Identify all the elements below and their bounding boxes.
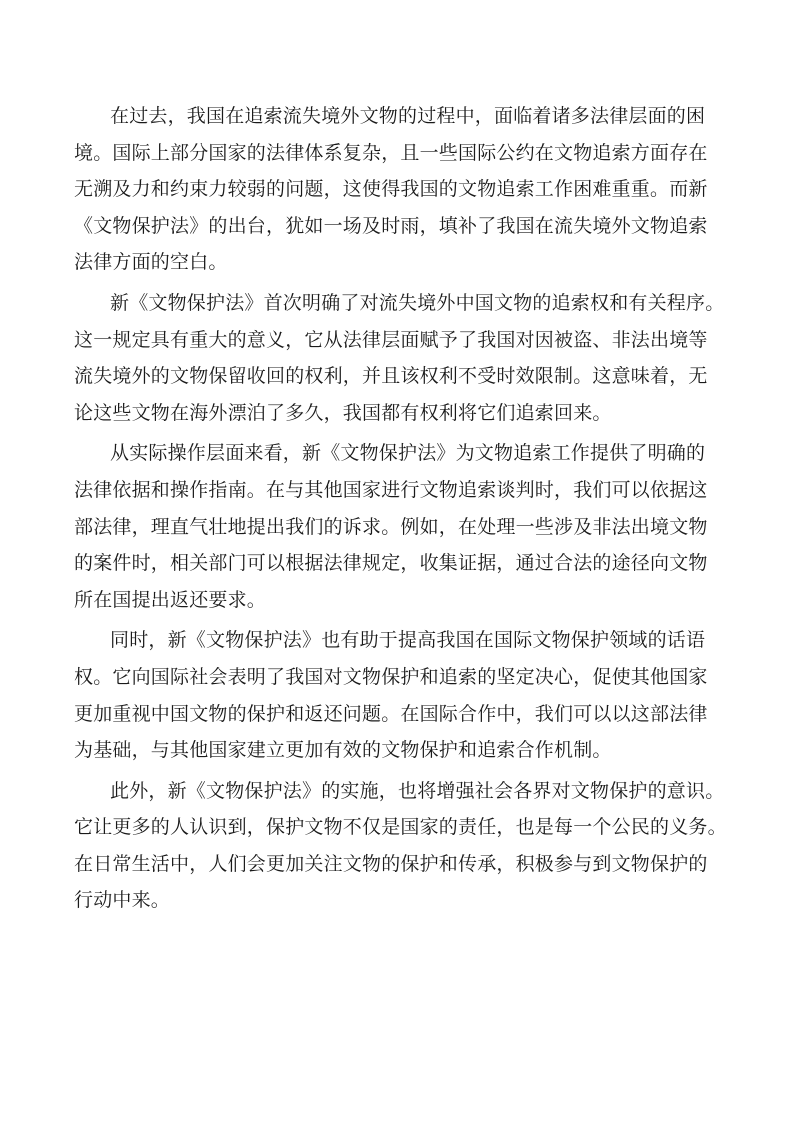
text-line: 无溯及力和约束力较弱的问题，这使得我国的文物追索工作困难重重。而新: [74, 178, 708, 201]
text-line: 为基础，与其他国家建立更加有效的文物保护和追索合作机制。: [74, 739, 612, 762]
text-line: 流失境外的文物保留收回的权利，并且该权利不受时效限制。这意味着，无: [74, 365, 708, 388]
text-line: 的案件时，相关部门可以根据法律规定，收集证据，通过合法的途径向文物: [74, 552, 708, 575]
text-line: 更加重视中国文物的保护和返还问题。在国际合作中，我们可以以这部法律: [74, 702, 708, 725]
text-line: 所在国提出返还要求。: [74, 588, 267, 611]
text-line: 在过去，我国在追索流失境外文物的过程中，面临着诸多法律层面的困: [110, 105, 706, 127]
text-line: 部法律，理直气壮地提出我们的诉求。例如，在处理一些涉及非法出境文物: [74, 515, 708, 538]
text-line: 《文物保护法》的出台，犹如一场及时雨，填补了我国在流失境外文物追索: [74, 214, 708, 237]
text-line: 在日常生活中，人们会更加关注文物的保护和传承，积极参与到文物保护的: [74, 852, 708, 875]
text-line: 法律方面的空白。: [74, 251, 228, 274]
text-line: 论这些文物在海外漂泊了多久，我国都有权利将它们追索回来。: [74, 401, 612, 424]
paragraph-2: [74, 285, 730, 431]
text-line: 此外，新《文物保护法》的实施，也将增强社会各界对文物保护的意识。: [110, 779, 725, 802]
text-line: 它让更多的人认识到，保护文物不仅是国家的责任，也是每一个公民的义务。: [74, 816, 727, 839]
paragraph-4: [74, 622, 730, 768]
text-line: 新《文物保护法》首次明确了对流失境外中国文物的追索权和有关程序。: [110, 291, 725, 314]
paragraph-1: [74, 98, 730, 281]
text-line: 行动中来。: [74, 889, 171, 912]
text-line: 从实际操作层面来看，新《文物保护法》为文物追索工作提供了明确的: [110, 442, 706, 465]
text-line: 法律依据和操作指南。在与其他国家进行文物追索谈判时，我们可以依据这: [74, 478, 708, 501]
document-body: [74, 98, 730, 923]
text-line: 境。国际上部分国家的法律体系复杂，且一些国际公约在文物追索方面存在: [74, 141, 708, 164]
text-line: 同时，新《文物保护法》也有助于提高我国在国际文物保护领域的话语: [110, 629, 706, 652]
text-line: 权。它向国际社会表明了我国对文物保护和追索的坚定决心，促使其他国家: [74, 665, 708, 688]
text-line: 这一规定具有重大的意义，它从法律层面赋予了我国对因被盗、非法出境等: [74, 328, 708, 351]
paragraph-5: [74, 773, 730, 919]
paragraph-3: [74, 435, 730, 618]
